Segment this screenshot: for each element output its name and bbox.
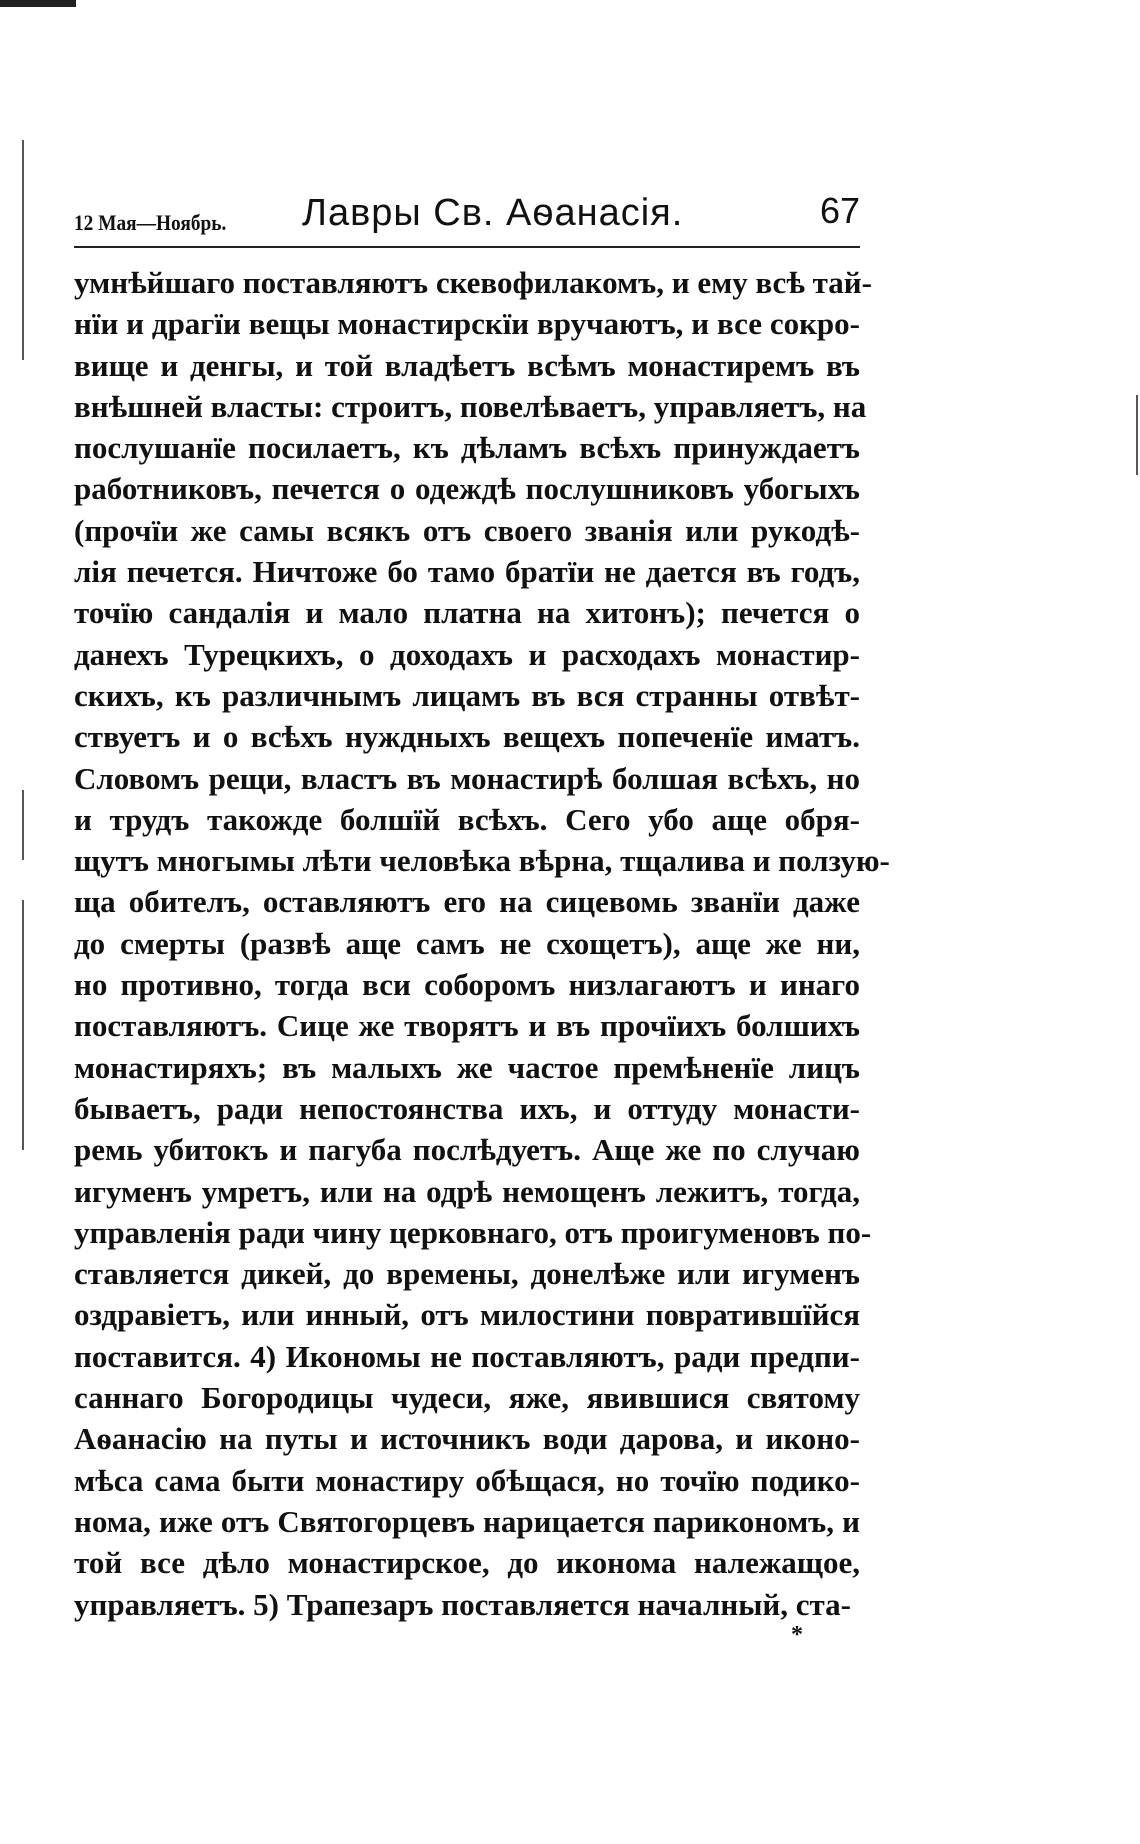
text-line: Аѳанасію на путы и источникъ води дарова, и иконо- bbox=[74, 1421, 860, 1457]
text-line: вище и денгы, и той владѣетъ всѣмъ монастиремъ въ bbox=[74, 347, 860, 383]
text-line: управляетъ. 5) Трапезаръ поставляется началный, ста- bbox=[74, 1586, 851, 1622]
text-line: данехъ Турецкихъ, о доходахъ и расходахъ монастир- bbox=[74, 636, 860, 672]
text-line: (прочїи же самы всякъ отъ своего званія или рукодѣ- bbox=[74, 512, 860, 548]
text-line: нома, иже отъ Святогорцевъ нарицается парикономъ, и bbox=[74, 1503, 860, 1539]
text-line: игуменъ умретъ, или на одрѣ немощенъ лежитъ, тогда, bbox=[74, 1173, 860, 1209]
text-line: монастиряхъ; въ малыхъ же частое премѣненїе лицъ bbox=[74, 1049, 860, 1085]
text-line: оздравіетъ, или инный, отъ милостини повратившїйся bbox=[74, 1297, 860, 1333]
text-line: до смерты (развѣ аще самъ не схощетъ), аще же ни, bbox=[74, 925, 860, 961]
text-line: ставляется дикей, до времены, донелѣже или игуменъ bbox=[74, 1256, 860, 1292]
text-line: точїю сандалія и мало платна на хитонъ); печется о bbox=[74, 595, 860, 631]
text-line: скихъ, къ различнымъ лицамъ въ вся странны отвѣт- bbox=[74, 677, 860, 713]
text-line: послушанїе посилаетъ, къ дѣламъ всѣхъ принуждаетъ bbox=[74, 430, 860, 466]
text-line: поставится. 4) Икономы не поставляютъ, ради предпи- bbox=[74, 1338, 860, 1374]
text-line: умнѣйшаго поставляютъ скевофилакомъ, и ему всѣ тай- bbox=[74, 265, 872, 300]
page-number: 67 bbox=[819, 190, 860, 231]
header-title: Лавры Св. Аѳанасія. bbox=[302, 192, 684, 234]
text-line: нїи и драгїи вещы монастирскїи вручаютъ, и все сокро- bbox=[74, 306, 860, 342]
header-rule bbox=[74, 246, 860, 248]
left-margin-line bbox=[22, 900, 24, 1150]
left-margin-line bbox=[22, 140, 24, 360]
text-line: управленія ради чину церковнаго, отъ проигуменовъ по- bbox=[74, 1214, 872, 1250]
text-line: ремь убитокъ и пагуба послѣдуетъ. Аще же по случаю bbox=[74, 1132, 860, 1168]
footnote-mark: * bbox=[791, 1622, 803, 1648]
text-line: бываетъ, ради непостоянства ихъ, и оттуду монасти- bbox=[74, 1090, 860, 1126]
text-line: мѣса сама быти монастиру обѣщася, но точїю подико- bbox=[74, 1462, 860, 1498]
text-line: ствуетъ и о всѣхъ нуждныхъ вещехъ попеченїе иматъ. bbox=[74, 719, 860, 755]
text-line: внѣшней власты: строитъ, повелѣваетъ, управляетъ, на bbox=[74, 388, 867, 424]
page-edge-mark bbox=[0, 0, 76, 7]
text-line: ща обителъ, оставляютъ его на сицевомь званїи даже bbox=[74, 884, 860, 920]
text-line: но противно, тогда вси соборомъ низлагаютъ и инаго bbox=[74, 967, 860, 1003]
text-line: лія печется. Ничтоже бо тамо братїи не дается въ годъ, bbox=[74, 554, 860, 590]
text-line: поставляютъ. Сице же творятъ и въ прочїихъ болшихъ bbox=[74, 1008, 860, 1044]
right-margin-line bbox=[1136, 395, 1138, 475]
running-header bbox=[74, 188, 860, 246]
text-line: щутъ многымы лѣти человѣка вѣрна, тщалива и ползую- bbox=[74, 843, 890, 879]
text-line: саннаго Богородицы чудеси, яже, явившися святому bbox=[74, 1380, 860, 1416]
header-date-range: 12 Мая—Ноябрь. bbox=[74, 210, 227, 235]
left-margin-line bbox=[22, 790, 24, 860]
text-line: и трудъ такожде болшїй всѣхъ. Сего убо аще обря- bbox=[74, 801, 860, 837]
text-line: работниковъ, печется о одеждѣ послушниковъ убогыхъ bbox=[74, 471, 860, 507]
text-line: той все дѣло монастирское, до иконома належащое, bbox=[74, 1545, 860, 1581]
text-line: Словомъ рещи, властъ въ монастирѣ болшая всѣхъ, но bbox=[74, 760, 860, 796]
body-text bbox=[74, 262, 890, 1625]
